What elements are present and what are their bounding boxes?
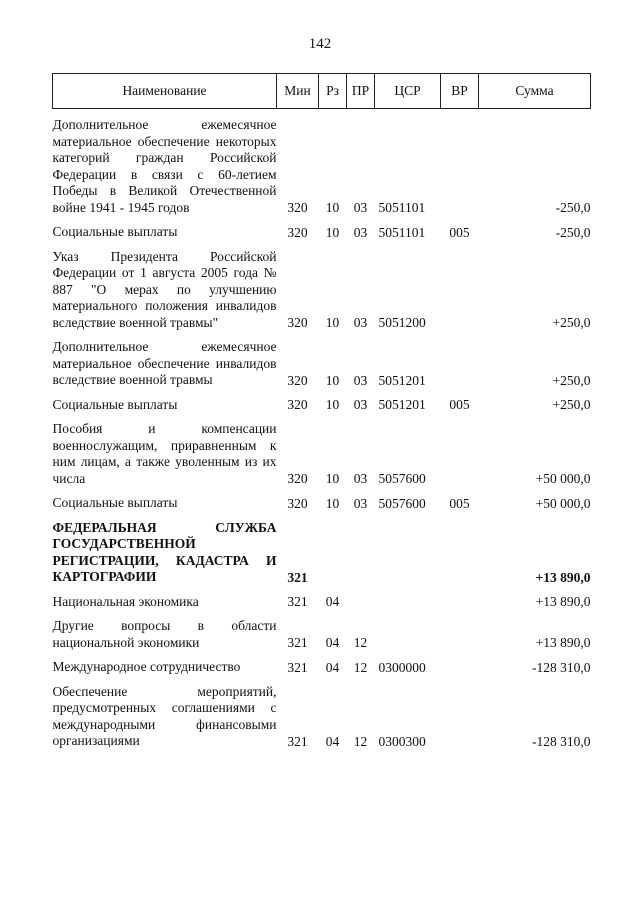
table-row	[53, 216, 591, 241]
header-pr: ПР	[347, 74, 375, 109]
cell-name: Обеспечение мероприятий, предусмотренных соглашениями с международными финансовыми организациями	[52, 683, 277, 748]
cell-csr: 5051200	[378, 315, 426, 330]
cell-pr	[347, 512, 375, 586]
cell-rz: 10	[325, 372, 340, 388]
cell-name: Социальные выплаты	[52, 396, 178, 412]
cell-csr: 5051101	[378, 200, 426, 215]
cell-name: Международное сотрудничество	[52, 659, 241, 674]
cell-sum: +13 890,0	[535, 594, 591, 609]
table-row	[53, 676, 591, 750]
cell-sum: -250,0	[555, 224, 591, 240]
cell-rz: 10	[325, 200, 340, 215]
cell-pr: 03	[353, 495, 368, 511]
cell-min: 321	[287, 659, 308, 675]
cell-sum: +50 000,0	[535, 495, 591, 511]
table-row	[53, 487, 591, 512]
cell-csr	[375, 586, 441, 611]
cell-pr	[347, 586, 375, 611]
cell-name: Социальные выплаты	[52, 224, 178, 239]
cell-vr: 005	[449, 224, 470, 240]
cell-name: Национальная экономика	[52, 593, 199, 609]
cell-csr	[375, 610, 441, 651]
cell-sum: -128 310,0	[532, 659, 591, 675]
table-row	[53, 109, 591, 217]
cell-rz: 04	[325, 733, 340, 749]
cell-vr	[441, 651, 479, 676]
budget-table	[52, 73, 591, 750]
cell-pr: 12	[353, 733, 368, 749]
header-min: Мин	[277, 74, 319, 109]
table-row	[53, 512, 591, 586]
cell-vr	[441, 413, 479, 487]
header-sum: Сумма	[479, 74, 591, 109]
cell-pr: 12	[353, 635, 368, 650]
cell-rz	[319, 512, 347, 586]
table-row	[53, 413, 591, 487]
cell-rz: 04	[325, 594, 340, 609]
cell-sum: -128 310,0	[532, 733, 591, 749]
cell-sum: -250,0	[555, 200, 591, 215]
cell-name: Дополнительное ежемесячное материальное обеспечение инвалидов вследствие военной травмы	[52, 339, 277, 387]
cell-vr	[441, 586, 479, 611]
cell-min: 320	[287, 200, 308, 215]
cell-csr: 5057600	[378, 495, 426, 511]
cell-name: ФЕДЕРАЛЬНАЯ СЛУЖБА ГОСУДАРСТВЕННОЙ РЕГИСТРАЦИИ, КАДАСТРА И КАРТОГРАФИИ	[52, 519, 277, 584]
table-row	[53, 610, 591, 651]
cell-rz: 10	[325, 471, 340, 486]
cell-csr: 0300000	[378, 659, 426, 675]
cell-rz: 04	[325, 635, 340, 650]
cell-min: 320	[287, 471, 308, 486]
cell-vr	[441, 331, 479, 389]
cell-rz: 10	[325, 397, 340, 412]
cell-csr: 5051101	[378, 224, 426, 240]
page-number: 142	[308, 36, 332, 52]
cell-min: 320	[287, 495, 308, 511]
table-row	[53, 331, 591, 389]
cell-vr	[441, 241, 479, 332]
cell-vr	[441, 512, 479, 586]
cell-min: 321	[287, 569, 308, 585]
table-row	[53, 241, 591, 332]
cell-csr: 5051201	[378, 397, 426, 412]
cell-name: Социальные выплаты	[52, 495, 178, 510]
header-name: Наименование	[53, 74, 277, 109]
header-csr: ЦСР	[375, 74, 441, 109]
header-vr: ВР	[441, 74, 479, 109]
cell-csr: 5057600	[378, 471, 426, 486]
table-row	[53, 389, 591, 414]
cell-name: Другие вопросы в области национальной экономики	[52, 618, 277, 650]
cell-pr: 03	[353, 224, 368, 240]
cell-vr: 005	[449, 397, 470, 412]
cell-sum: +50 000,0	[535, 471, 591, 486]
cell-min: 321	[287, 635, 308, 650]
cell-name: Пособия и компенсации военнослужащим, приравненным к ним лицам, а также уволенным из их числа	[52, 421, 277, 486]
cell-vr	[441, 676, 479, 750]
cell-min: 320	[287, 372, 308, 388]
cell-pr: 03	[353, 471, 368, 486]
cell-csr	[375, 512, 441, 586]
table-row	[53, 651, 591, 676]
cell-rz: 10	[325, 495, 340, 511]
table-header-row	[53, 74, 591, 109]
cell-sum: +250,0	[552, 372, 591, 388]
cell-pr: 03	[353, 372, 368, 388]
cell-pr: 03	[353, 200, 368, 215]
cell-name: Дополнительное ежемесячное материальное обеспечение некоторых категорий граждан Российской Федерации в связи с 60-летием Победы в Великой Отечественной войне 1941 - 1945 годов	[52, 117, 277, 215]
cell-csr: 5051201	[378, 372, 426, 388]
cell-sum: +250,0	[552, 315, 591, 330]
cell-sum: +250,0	[552, 397, 591, 412]
cell-rz: 04	[325, 659, 340, 675]
cell-pr: 03	[353, 397, 368, 412]
cell-min: 321	[287, 733, 308, 749]
cell-rz: 10	[325, 315, 340, 330]
cell-vr	[441, 610, 479, 651]
cell-min: 320	[287, 224, 308, 240]
cell-name: Указ Президента Российской Федерации от 1 августа 2005 года № 887 "О мерах по улучшению материального положения инвалидов вследствие военной травмы"	[52, 248, 277, 330]
cell-pr: 12	[353, 659, 368, 675]
cell-min: 320	[287, 397, 308, 412]
cell-sum: +13 890,0	[535, 569, 591, 585]
table-body	[53, 109, 591, 750]
cell-vr: 005	[449, 495, 470, 511]
table-row	[53, 586, 591, 611]
cell-min: 320	[287, 315, 308, 330]
cell-vr	[441, 109, 479, 217]
header-rz: Рз	[319, 74, 347, 109]
cell-sum: +13 890,0	[535, 635, 591, 650]
cell-csr: 0300300	[378, 733, 426, 749]
cell-pr: 03	[353, 315, 368, 330]
cell-rz: 10	[325, 224, 340, 240]
cell-min: 321	[287, 594, 308, 609]
